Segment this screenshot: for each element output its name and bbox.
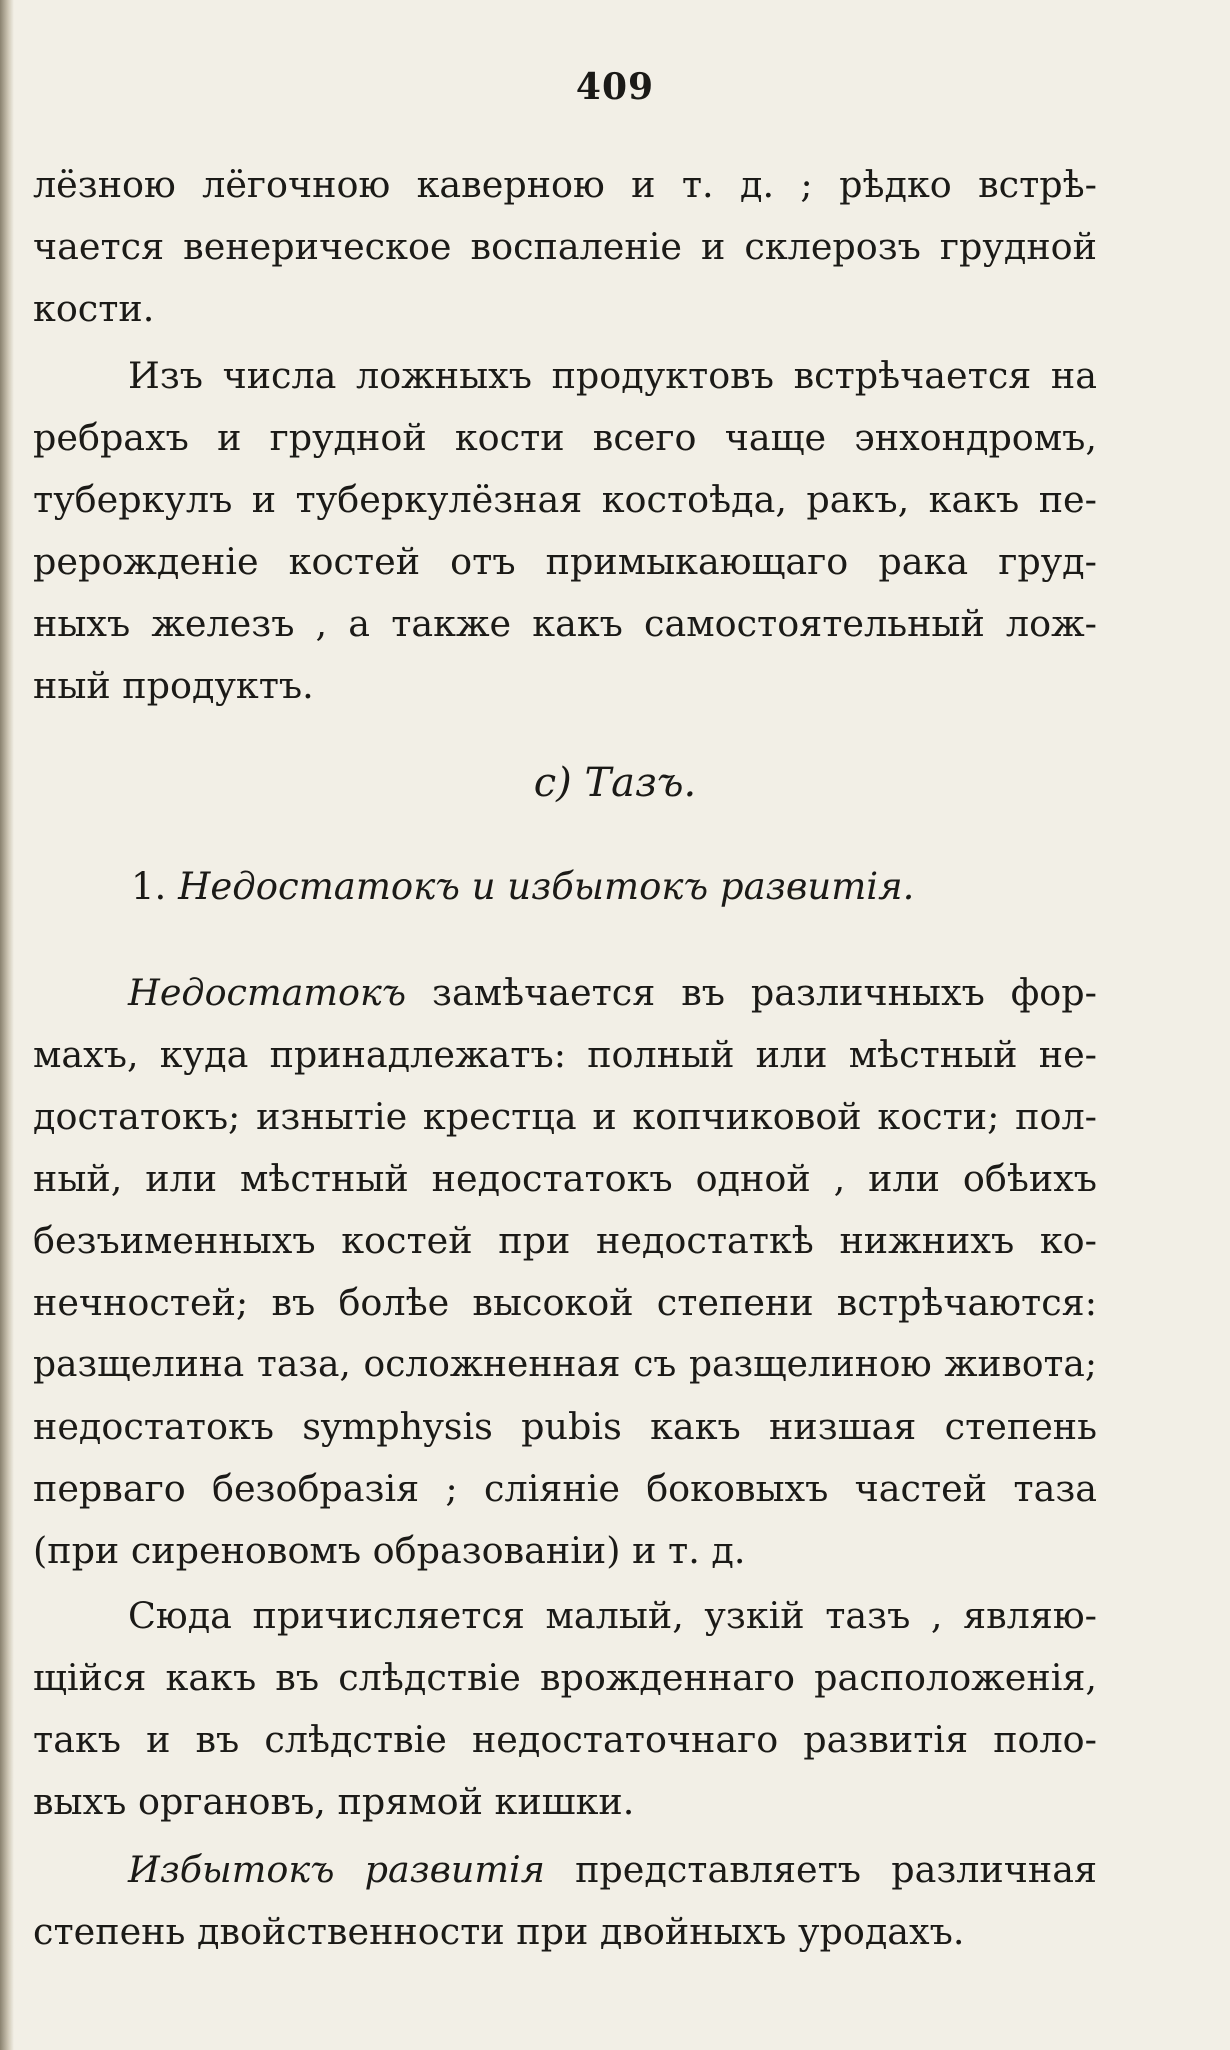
paragraph-excess xyxy=(33,1839,1097,1963)
text-line: нечностей; въ болѣе высокой степени встрѣчаются: xyxy=(33,1281,1097,1324)
text-line: щійся какъ въ слѣдствіе врожденнаго расположенія, xyxy=(33,1656,1097,1699)
text-line: ный продуктъ. xyxy=(33,664,314,707)
text-line xyxy=(33,1839,1097,1901)
text-line: лёзною лёгочною каверною и т. д. ; рѣдко встрѣ- xyxy=(33,163,1097,206)
text-line: достатокъ; изнытіе крестца и копчиковой кости; пол- xyxy=(33,1095,1097,1138)
section-letter: c) xyxy=(533,760,572,806)
text-line: туберкулъ и туберкулёзная костоѣда, ракъ, какъ пе- xyxy=(33,478,1097,521)
text-line: перваго безобразія ; сліяніе боковыхъ частей таза xyxy=(33,1467,1097,1510)
lead-rest: замѣчается въ различныхъ фор- xyxy=(432,971,1097,1014)
section-heading-pelvis xyxy=(0,752,1230,814)
text-line: разщелина таза, осложненная съ разщелиною живота; xyxy=(33,1344,1097,1385)
text-line: недостатокъ symphysis pubis какъ низшая степень xyxy=(33,1405,1097,1448)
page-number: 409 xyxy=(575,66,655,108)
text-line: кости. xyxy=(33,287,155,330)
text-line: такъ и въ слѣдствіе недостаточнаго развитія поло- xyxy=(33,1718,1097,1761)
subsection-title: Недостатокъ и избытокъ развитія. xyxy=(178,865,915,908)
text-line: ный, или мѣстный недостатокъ одной , или обѣихъ xyxy=(33,1157,1097,1200)
text-line: безъименныхъ костей при недостаткѣ нижнихъ ко- xyxy=(33,1219,1097,1262)
text-line: Сюда причисляется малый, узкій тазъ , являю- xyxy=(128,1594,1097,1637)
text-line: степень двойственности при двойныхъ уродахъ. xyxy=(33,1910,965,1953)
text-line: рерожденіе костей отъ примыкающаго рака груд- xyxy=(33,540,1097,583)
text-line: ребрахъ и грудной кости всего чаще энхондромъ, xyxy=(33,416,1097,459)
lead-term: Недостатокъ xyxy=(128,971,407,1014)
text-line: чается венерическое воспаленіе и склерозъ грудной xyxy=(33,225,1097,268)
text-line xyxy=(33,962,1097,1024)
subsection-number: 1. xyxy=(131,865,167,908)
text-line: Изъ числа ложныхъ продуктовъ встрѣчается на xyxy=(128,354,1097,397)
section-title: Тазъ. xyxy=(584,760,697,806)
paragraph-false-products xyxy=(33,345,1097,717)
text-line: (при сиреновомъ образованіи) и т. д. xyxy=(33,1529,746,1572)
text-line: ныхъ железъ , а также какъ самостоятельный лож- xyxy=(33,602,1097,645)
paragraph-narrow-pelvis xyxy=(33,1585,1097,1833)
lead-term: Избытокъ развитія xyxy=(128,1848,545,1891)
paragraph-continuation xyxy=(33,154,1097,340)
text-line: выхъ органовъ, прямой кишки. xyxy=(33,1780,635,1823)
lead-rest: представляетъ различная xyxy=(575,1848,1097,1891)
subsection-heading xyxy=(131,856,914,918)
text-line: махъ, куда принадлежатъ: полный или мѣстный не- xyxy=(33,1033,1097,1076)
paragraph-deficiency xyxy=(33,962,1097,1582)
